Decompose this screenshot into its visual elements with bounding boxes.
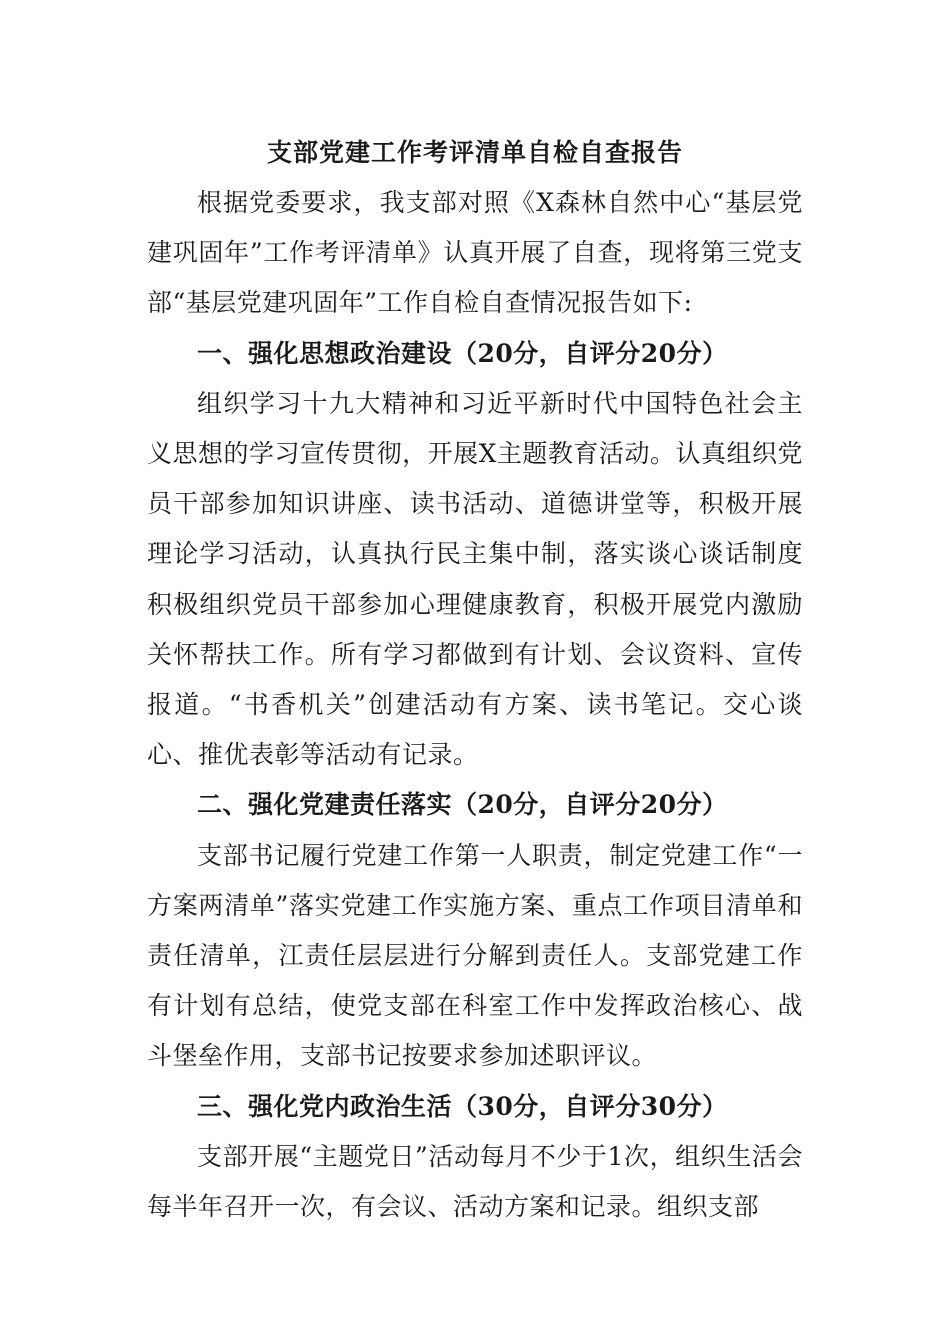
section-body-1: 组织学习十九大精神和习近平新时代中国特色社会主义思想的学习宣传贯彻，开展X主题教育活动。认真组织党员干部参加知识讲座、读书活动、道德讲堂等，积极开展理论学习活动，认真执行民主集中制，落实谈心谈话制度积极组织党员干部参加心理健康教育，积极开展党内激励关怀帮扶工作。所有学习都做到有计划、会议资料、宣传报道。“书香机关”创建活动有方案、读书笔记。交心谈心、推优表彰等活动有记录。 [147,388,803,770]
document-page [147,128,803,1232]
section-heading-2: 二、强化党建责任落实（20分，自评分20分） [197,790,728,820]
section-heading-3: 三、强化党内政治生活（30分，自评分30分） [197,1091,728,1121]
section-body-3: 支部开展“主题党日”活动每月不少于1次，组织生活会每半年召开一次，有会议、活动方案和记录。组织支部 [147,1141,803,1222]
document-title: 支部党建工作考评清单自检自查报告 [266,138,683,167]
intro-paragraph: 根据党委要求，我支部对照《X森林自然中心“基层党建巩固年”工作考评清单》认真开展了自查，现将第三党支部“基层党建巩固年”工作自检自查情况报告如下: [147,188,803,318]
section-heading-1: 一、强化思想政治建设（20分，自评分20分） [197,338,728,368]
section-body-2: 支部书记履行党建工作第一人职责，制定党建工作“一方案两清单”落实党建工作实施方案、重点工作项目清单和责任清单，江责任层层进行分解到责任人。支部党建工作有计划有总结，使党支部在科室工作中发挥政治核心、战斗堡垒作用，支部书记按要求参加述职评议。 [147,840,803,1071]
